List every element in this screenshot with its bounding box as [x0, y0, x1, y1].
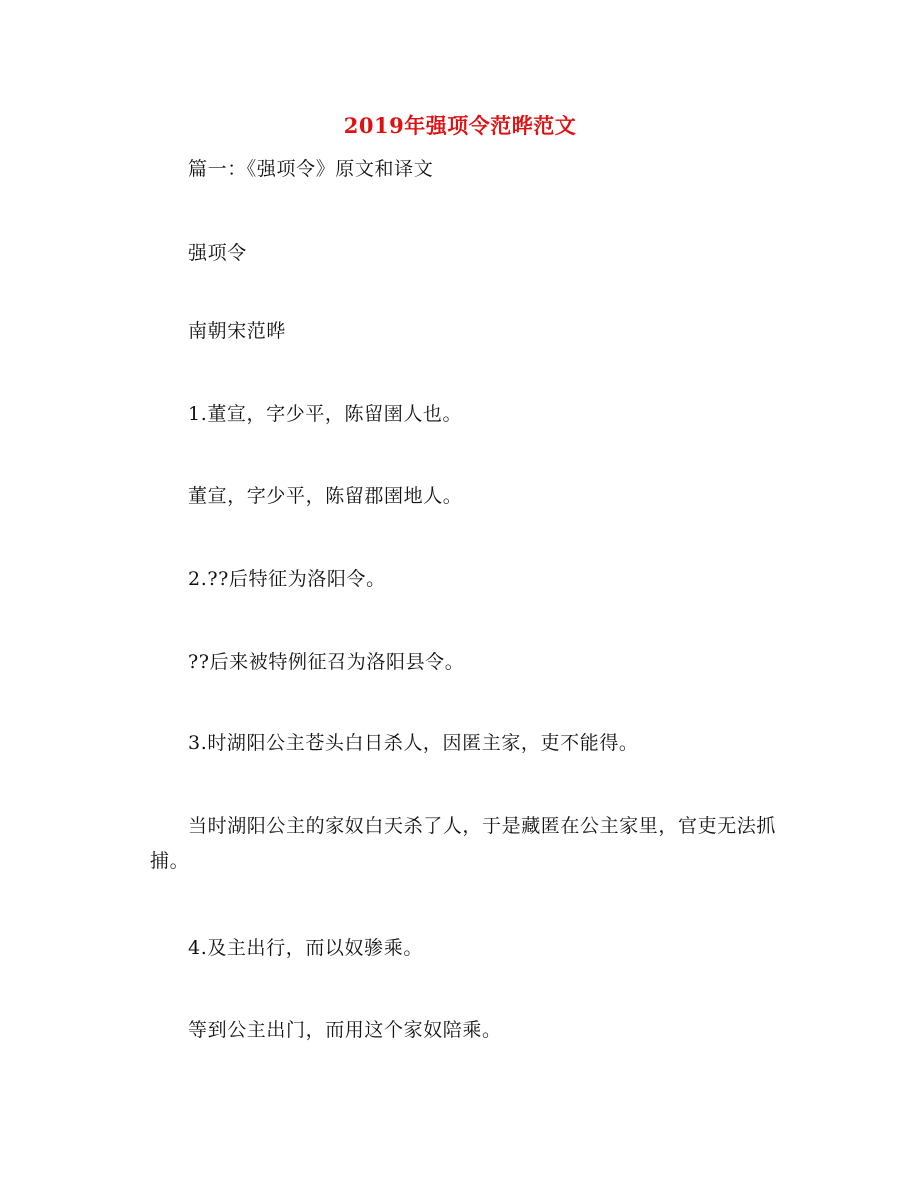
- paragraph-author: 南朝宋范晔: [188, 320, 287, 342]
- paragraph-original-4: 4.及主出行，而以奴骖乘。: [188, 937, 423, 959]
- paragraph-translation-1: 董宣，字少平，陈留郡圉地人。: [188, 485, 463, 507]
- paragraph-translation-4: 等到公主出门，而用这个家奴陪乘。: [188, 1019, 502, 1041]
- paragraph-original-2: 2.??后特征为洛阳令。: [188, 568, 386, 590]
- paragraph-original-1: 1.董宣，字少平，陈留圉人也。: [188, 403, 463, 425]
- paragraph-original-3: 3.时湖阳公主苍头白日杀人，因匿主家，吏不能得。: [188, 732, 639, 754]
- paragraph-work-title: 强项令: [188, 242, 247, 264]
- paragraph-section-heading: 篇一：《强项令》原文和译文: [188, 158, 434, 180]
- paragraph-translation-2: ??后来被特例征召为洛阳县令。: [188, 651, 465, 673]
- paragraph-translation-3: 当时湖阳公主的家奴白天杀了人，于是藏匿在公主家里，官吏无法抓捕。: [150, 815, 777, 872]
- document-title: 2019年强项令范晔范文: [343, 113, 577, 138]
